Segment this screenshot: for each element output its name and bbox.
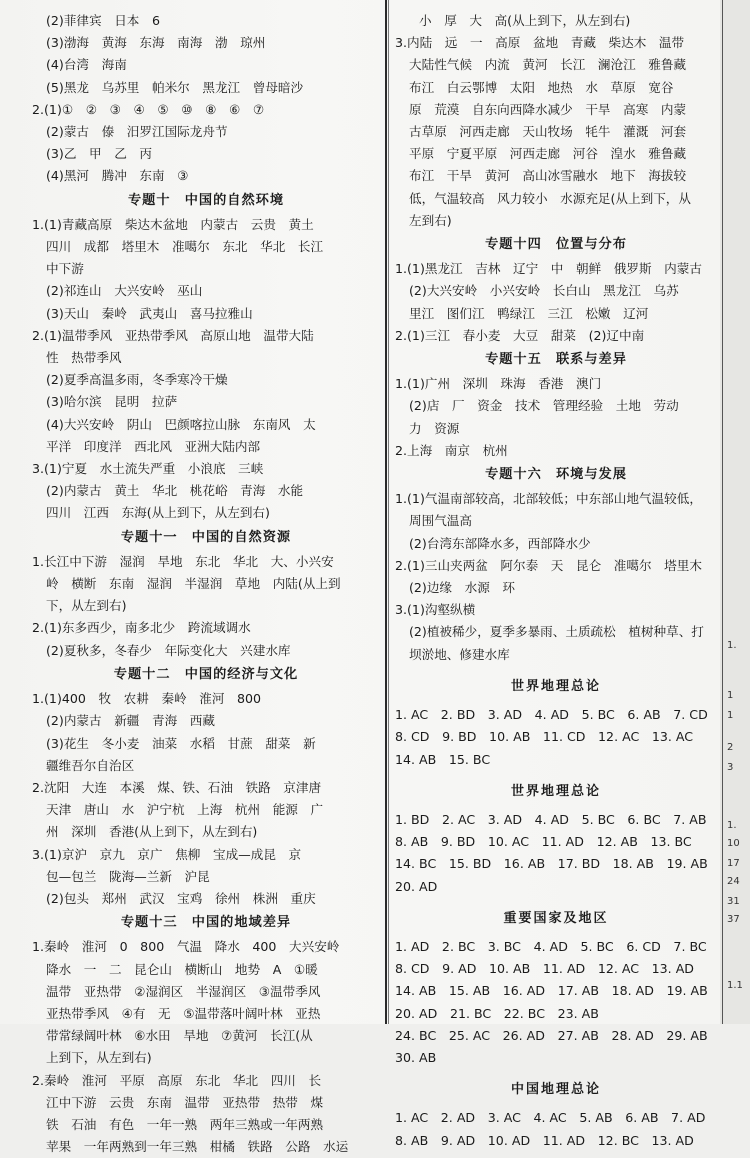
answer-line: 温带 亚热带 ②湿润区 半湿润区 ③温带季风 — [46, 983, 321, 999]
answer-line: 古草原 河西走廊 天山牧场 牦牛 灌溉 河套 — [409, 124, 687, 140]
edge-fragment: 10 — [727, 838, 740, 849]
section-heading: 专题十 中国的自然环境 — [127, 192, 285, 208]
edge-fragment: 1. — [727, 820, 737, 831]
answer-line: (2)包头 郑州 武汉 宝鸡 徐州 株洲 重庆 — [46, 890, 316, 906]
answer-line: 中下游 — [46, 261, 84, 277]
edge-fragment: 3 — [727, 762, 734, 773]
answer-line: 3.(1)京沪 京九 京广 焦柳 宝成—成昆 京 — [32, 846, 302, 862]
answer-line: 布江 干旱 黄河 高山冰雪融水 地下 海拔较 — [409, 168, 687, 184]
answer-line: (2)店 厂 资金 技术 管理经验 土地 劳动 — [409, 398, 679, 414]
section-heading: 专题十一 中国的自然资源 — [120, 529, 292, 545]
answer-line: (3)渤海 黄海 东海 南海 渤 琼州 — [46, 35, 266, 51]
answer-section-heading: 世界地理总论 — [510, 783, 601, 799]
answer-line: 周围气温高 — [409, 513, 472, 529]
answer-line: 性 热带季风 — [46, 350, 122, 366]
answer-line: 14. BC 15. BD 16. AB 17. BD 18. AB 19. AB — [395, 856, 708, 872]
column-divider-shadow — [388, 0, 389, 1024]
answer-line: 1.秦岭 淮河 0 800 气温 降水 400 大兴安岭 — [32, 939, 340, 955]
answer-line: 江中下游 云贵 东南 温带 亚热带 热带 煤 — [46, 1094, 324, 1110]
answer-line: 2.(1)三山夹两盆 阿尔泰 天 昆仑 准噶尔 塔里木 — [395, 557, 702, 573]
right-column — [395, 10, 717, 1152]
answer-section-heading: 中国地理总论 — [510, 1082, 601, 1098]
edge-fragment: 1 — [727, 690, 734, 701]
answer-line: 3.(1)宁夏 水土流失严重 小浪底 三峡 — [32, 461, 264, 477]
section-heading: 专题十二 中国的经济与文化 — [113, 666, 299, 682]
answer-line: 8. CD 9. AD 10. AB 11. AD 12. AC 13. AD — [395, 961, 695, 977]
adjacent-page-edge — [720, 0, 750, 1024]
answer-line: 14. AB 15. BC — [395, 751, 491, 767]
answer-line: 天津 唐山 水 沪宁杭 上海 杭州 能源 广 — [46, 802, 324, 818]
section-heading: 专题十六 环境与发展 — [485, 467, 627, 483]
answer-line: 1.(1)黑龙江 吉林 辽宁 中 朝鲜 俄罗斯 内蒙古 — [395, 261, 702, 277]
left-column — [32, 10, 380, 1158]
answer-line: 1.(1)气温南部较高，北部较低；中东部山地气温较低， — [395, 491, 702, 507]
answer-line: 1. BD 2. AC 3. AD 4. AD 5. BC 6. BC 7. AB — [395, 811, 707, 827]
answer-line: 坝淤地、修建水库 — [409, 646, 510, 662]
answer-line: 20. AD 21. BC 22. BC 23. AB — [395, 1005, 599, 1021]
answer-line: 1. AD 2. BC 3. BC 4. AD 5. BC 6. CD 7. BC — [395, 938, 707, 954]
answer-line: 8. CD 9. BD 10. AB 11. CD 12. AC 13. AC — [395, 729, 694, 745]
answer-line: 1. AC 2. BD 3. AD 4. AD 5. BC 6. AB 7. CD — [395, 707, 708, 723]
answer-line: 力 资源 — [409, 420, 460, 436]
answer-line: 1.长江中下游 湿润 旱地 东北 华北 大、小兴安 — [32, 553, 334, 569]
answer-line: (2)内蒙古 黄土 华北 桃花峪 青海 水能 — [46, 483, 304, 499]
answer-line: 2.(1)东多西少，南多北少 跨流域调水 — [32, 620, 251, 636]
answer-line: 疆维吾尔自治区 — [46, 757, 135, 773]
answer-line: (2)大兴安岭 小兴安岭 长白山 黑龙江 乌苏 — [409, 283, 679, 299]
answer-line: (4)台湾 海南 — [46, 57, 127, 73]
answer-line: 低，气温较高 风力较小 水源充足(从上到下，从 — [409, 190, 691, 206]
answer-line: (2)菲律宾 日本 6 — [46, 13, 161, 28]
answer-line: 8. AB 9. AD 10. AD 11. AD 12. BC 13. AD — [395, 1132, 694, 1148]
answer-line: 2.上海 南京 杭州 — [395, 442, 508, 458]
answer-line: 四川 成都 塔里木 准噶尔 东北 华北 长江 — [46, 239, 324, 255]
answer-line: 1.(1)青藏高原 柴达木盆地 内蒙古 云贵 黄土 — [32, 216, 314, 232]
answer-line: 3.(1)沟壑纵横 — [395, 602, 476, 618]
answer-line: 原 荒漠 自东向西降水减少 干旱 高寒 内蒙 — [409, 101, 687, 117]
answer-line: 下，从左到右) — [46, 598, 127, 614]
answer-line: 1.(1)400 牧 农耕 秦岭 淮河 800 — [32, 691, 262, 707]
answer-line: (2)边缘 水源 环 — [409, 580, 515, 596]
answer-line: (4)大兴安岭 阴山 巴颜喀拉山脉 东南风 太 — [46, 416, 316, 432]
answer-line: 平原 宁夏平原 河西走廊 河谷 湟水 雅鲁藏 — [409, 146, 687, 162]
answer-line: (3)哈尔滨 昆明 拉萨 — [46, 394, 178, 410]
answer-line: 20. AD — [395, 878, 438, 894]
answer-line: (3)花生 冬小麦 油菜 水稻 甘蔗 甜菜 新 — [46, 735, 316, 751]
answer-line: 岭 横断 东南 湿润 半湿润 草地 内陆(从上到 — [46, 576, 341, 592]
section-heading: 专题十五 联系与差异 — [485, 352, 627, 368]
answer-line: (3)乙 甲 乙 丙 — [46, 146, 152, 162]
answer-line: (2)蒙古 傣 汨罗江国际龙舟节 — [46, 124, 228, 140]
answer-line: 州 深圳 香港(从上到下，从左到右) — [46, 824, 258, 840]
edge-fragment: 1.1 — [727, 980, 743, 991]
answer-line: 大陆性气候 内流 黄河 长江 澜沧江 雅鲁藏 — [409, 57, 687, 73]
edge-fragment: 1 — [727, 710, 734, 721]
answer-line: 铁 石油 有色 一年一熟 两年三熟或一年两熟 — [46, 1116, 324, 1132]
answer-line: (2)植被稀少，夏季多暴雨、土质疏松 植树种草、打 — [409, 624, 704, 640]
edge-fragment: 17 — [727, 858, 740, 869]
answer-section-heading: 重要国家及地区 — [503, 910, 609, 926]
answer-line: 包—包兰 陇海—兰新 沪昆 — [46, 868, 210, 884]
edge-fragment: 2 — [727, 742, 734, 753]
answer-line: 2.(1)温带季风 亚热带季风 高原山地 温带大陆 — [32, 327, 314, 343]
answer-line: 四川 江西 东海(从上到下，从左到右) — [46, 505, 270, 521]
answer-line: (2)内蒙古 新疆 青海 西藏 — [46, 713, 215, 729]
answer-line: 降水 一 二 昆仑山 横断山 地势 A ①暖 — [46, 961, 318, 977]
answer-line: 1.(1)广州 深圳 珠海 香港 澳门 — [395, 376, 602, 392]
answer-line: (2)夏季高温多雨，冬季寒冷干燥 — [46, 372, 228, 388]
answer-line: (4)黑河 腾冲 东南 ③ — [46, 168, 189, 184]
answer-line: (5)黑龙 乌苏里 帕米尔 黑龙江 曾母暗沙 — [46, 79, 304, 95]
answer-line: 布江 白云鄂博 太阳 地热 水 草原 宽谷 — [409, 79, 674, 95]
answer-line: 左到右) — [409, 212, 452, 228]
answer-line: 带常绿阔叶林 ⑥水田 旱地 ⑦黄河 长江(从 — [46, 1028, 313, 1044]
answer-line: 3.内陆 远 一 高原 盆地 青藏 柴达木 温带 — [395, 35, 685, 51]
answer-line: 2.秦岭 淮河 平原 高原 东北 华北 四川 长 — [32, 1072, 322, 1088]
answer-line: 24. BC 25. AC 26. AD 27. AB 28. AD 29. AB — [395, 1027, 708, 1043]
answer-line: 2.沈阳 大连 本溪 煤、铁、石油 铁路 京津唐 — [32, 779, 322, 795]
answer-line: (2)祁连山 大兴安岭 巫山 — [46, 283, 203, 299]
answer-line: 14. AB 15. AB 16. AD 17. AB 18. AD 19. AB — [395, 983, 708, 999]
answer-line: 2.(1)三江 春小麦 大豆 甜菜 (2)辽中南 — [395, 327, 645, 343]
answer-line: (3)天山 秦岭 武夷山 喜马拉雅山 — [46, 305, 253, 321]
answer-line: (2)夏秋多，冬春少 年际变化大 兴建水库 — [46, 642, 291, 658]
answer-line: 上到下，从左到右) — [46, 1050, 152, 1066]
answer-line: 小 厚 大 高(从上到下，从左到右) — [419, 13, 631, 28]
answer-line: 苹果 一年两熟到一年三熟 柑橘 铁路 公路 水运 — [46, 1139, 349, 1155]
answer-section-heading: 世界地理总论 — [510, 678, 601, 694]
answer-line: 2.(1)① ② ③ ④ ⑤ ⑩ ⑧ ⑥ ⑦ — [32, 101, 265, 117]
adjacent-page-rule — [722, 0, 723, 1024]
edge-fragment: 24 — [727, 876, 740, 887]
edge-fragment: 1. — [727, 640, 737, 651]
answer-line: (2)台湾东部降水多，西部降水少 — [409, 535, 591, 551]
section-heading: 专题十四 位置与分布 — [485, 237, 627, 253]
column-divider — [385, 0, 387, 1024]
answer-line: 1. AC 2. AD 3. AC 4. AC 5. AB 6. AB 7. AD — [395, 1110, 706, 1126]
answer-line: 亚热带季风 ④有 无 ⑤温带落叶阔叶林 亚热 — [46, 1005, 321, 1021]
edge-fragment: 31 — [727, 896, 740, 907]
answer-line: 30. AB — [395, 1049, 437, 1065]
answer-line: 里江 图们江 鸭绿江 三江 松嫩 辽河 — [409, 305, 649, 321]
answer-line: 8. AB 9. BD 10. AC 11. AD 12. AB 13. BC — [395, 834, 692, 850]
section-heading: 专题十三 中国的地域差异 — [120, 915, 292, 931]
edge-fragment: 37 — [727, 914, 740, 925]
answer-line: 平洋 印度洋 西北风 亚洲大陆内部 — [46, 438, 261, 454]
